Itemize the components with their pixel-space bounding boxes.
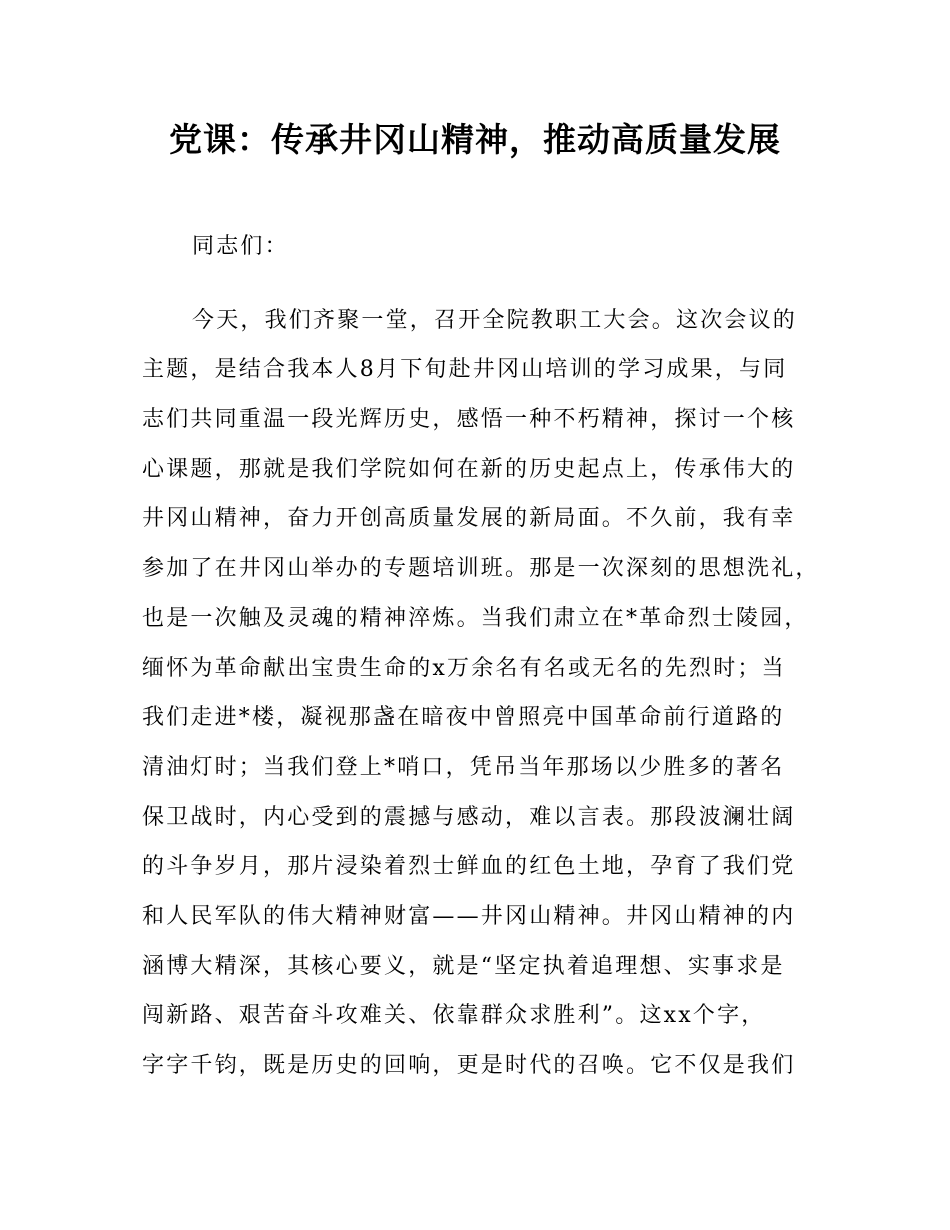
paragraph-line: 涵博大精深，其核心要义，就是“坚定执着追理想、实事求是 [142,953,785,979]
salutation: 同志们： [192,234,289,259]
paragraph-line: 参加了在井冈山举办的专题培训班。那是一次深刻的思想洗礼， [142,556,820,582]
paragraph-line: 心课题，那就是我们学院如何在新的历史起点上，传承伟大的 [142,456,796,482]
paragraph-line: 的斗争岁月，那片浸染着烈士鲜血的红色土地，孕育了我们党 [142,854,796,880]
paragraph-line: 志们共同重温一段光辉历史，感悟一种不朽精神，探讨一个核 [142,407,796,433]
page-title: 党课：传承井冈山精神，推动高质量发展 [169,120,781,159]
document-body [142,222,822,1091]
paragraph-line: 井冈山精神，奋力开创高质量发展的新局面。不久前，我有幸 [142,506,796,532]
paragraph-line: 保卫战时，内心受到的震撼与感动，难以言表。那段波澜壮阔 [142,804,796,830]
paragraph-line: 我们走进*楼，凝视那盏在暗夜中曾照亮中国革命前行道路的 [142,705,785,731]
paragraph [142,296,822,1091]
paragraph-line: 清油灯时；当我们登上*哨口，凭吊当年那场以少胜多的著名 [142,754,785,780]
paragraph-line: 今天，我们齐聚一堂，召开全院教职工大会。这次会议的 [192,307,798,333]
paragraph-line: 也是一次触及灵魂的精神淬炼。当我们肃立在*革命烈士陵园， [142,605,809,631]
paragraph-line: 字字千钧，既是历史的回响，更是时代的召唤。它不仅是我们 [142,1053,796,1078]
paragraph-line: 缅怀为革命献出宝贵生命的x万余名有名或无名的先烈时；当 [142,655,786,681]
paragraph-line: 和人民军队的伟大精神财富——井冈山精神。井冈山精神的内 [142,903,796,929]
paragraph-line: 主题，是结合我本人8月下旬赴井冈山培训的学习成果，与同 [142,357,788,383]
paragraph-line: 闯新路、艰苦奋斗攻难关、依靠群众求胜利”。这xx个字， [142,1003,766,1029]
